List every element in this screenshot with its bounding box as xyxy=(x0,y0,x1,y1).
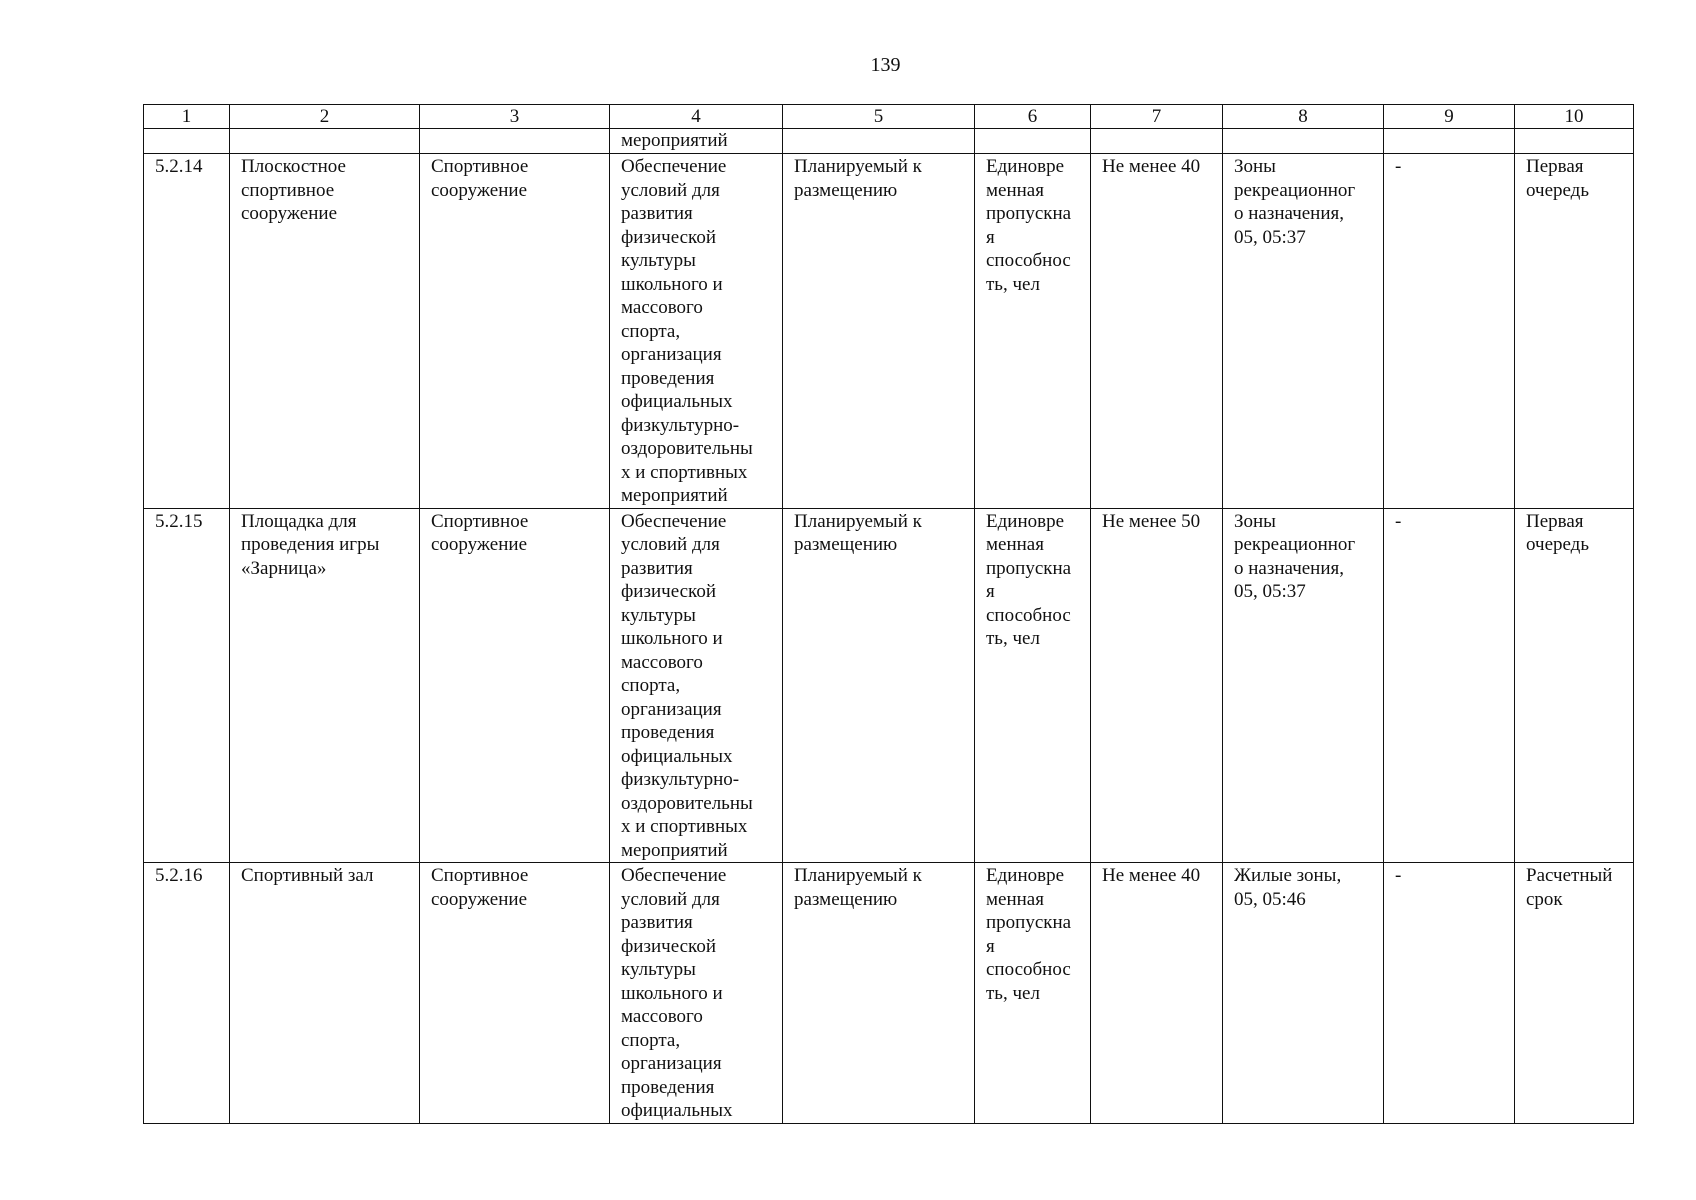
object-name: Плоскостное спортивное сооружение xyxy=(230,154,420,509)
table-cell xyxy=(230,129,420,154)
continuation-text: мероприятий xyxy=(610,129,783,154)
object-col9: - xyxy=(1384,154,1515,509)
object-status: Планируемый к размещению xyxy=(783,508,975,863)
column-number: 7 xyxy=(1091,105,1223,129)
object-col9: - xyxy=(1384,508,1515,863)
object-type: Спортивное сооружение xyxy=(420,863,610,1124)
object-type: Спортивное сооружение xyxy=(420,508,610,863)
object-characteristic: Единовре менная пропускна я способнос ть, чел xyxy=(975,863,1091,1124)
object-purpose: Обеспечение условий для развития физической культуры школьного и массового спорта, организация проведения официальных физкультурно- оздоровительны х и спортивных мероприятий xyxy=(610,154,783,509)
object-zone: Зоны рекреационног о назначения, 05, 05:37 xyxy=(1223,154,1384,509)
object-characteristic: Единовре менная пропускна я способнос ть, чел xyxy=(975,154,1091,509)
table-row xyxy=(144,508,1634,863)
object-value: Не менее 40 xyxy=(1091,863,1223,1124)
object-value: Не менее 50 xyxy=(1091,508,1223,863)
table-row xyxy=(144,863,1634,1124)
column-number: 9 xyxy=(1384,105,1515,129)
table-cell xyxy=(975,129,1091,154)
table-cell xyxy=(1384,129,1515,154)
object-stage: Расчетный срок xyxy=(1515,863,1634,1124)
table-cell xyxy=(1223,129,1384,154)
object-purpose: Обеспечение условий для развития физической культуры школьного и массового спорта, организация проведения официальных xyxy=(610,863,783,1124)
row-number: 5.2.16 xyxy=(144,863,230,1124)
column-number: 5 xyxy=(783,105,975,129)
object-status: Планируемый к размещению xyxy=(783,154,975,509)
object-zone: Жилые зоны, 05, 05:46 xyxy=(1223,863,1384,1124)
object-name: Спортивный зал xyxy=(230,863,420,1124)
column-number: 1 xyxy=(144,105,230,129)
column-number-row xyxy=(144,105,1634,129)
column-number: 6 xyxy=(975,105,1091,129)
row-number: 5.2.14 xyxy=(144,154,230,509)
column-number: 3 xyxy=(420,105,610,129)
column-number: 2 xyxy=(230,105,420,129)
object-name: Площадка для проведения игры «Зарница» xyxy=(230,508,420,863)
column-number: 4 xyxy=(610,105,783,129)
page-number: 139 xyxy=(870,54,901,76)
table-cell xyxy=(144,129,230,154)
table-cell xyxy=(1515,129,1634,154)
object-stage: Первая очередь xyxy=(1515,154,1634,509)
table-row xyxy=(144,154,1634,509)
object-status: Планируемый к размещению xyxy=(783,863,975,1124)
object-col9: - xyxy=(1384,863,1515,1124)
table-cell xyxy=(783,129,975,154)
object-characteristic: Единовре менная пропускна я способнос ть, чел xyxy=(975,508,1091,863)
table-cell xyxy=(1091,129,1223,154)
row-number: 5.2.15 xyxy=(144,508,230,863)
objects-table xyxy=(143,104,1634,1124)
table-cell xyxy=(420,129,610,154)
object-purpose: Обеспечение условий для развития физической культуры школьного и массового спорта, организация проведения официальных физкультурно- оздоровительны х и спортивных мероприятий xyxy=(610,508,783,863)
object-value: Не менее 40 xyxy=(1091,154,1223,509)
column-number: 8 xyxy=(1223,105,1384,129)
object-stage: Первая очередь xyxy=(1515,508,1634,863)
continuation-row xyxy=(144,129,1634,154)
column-number: 10 xyxy=(1515,105,1634,129)
object-zone: Зоны рекреационног о назначения, 05, 05:37 xyxy=(1223,508,1384,863)
object-type: Спортивное сооружение xyxy=(420,154,610,509)
